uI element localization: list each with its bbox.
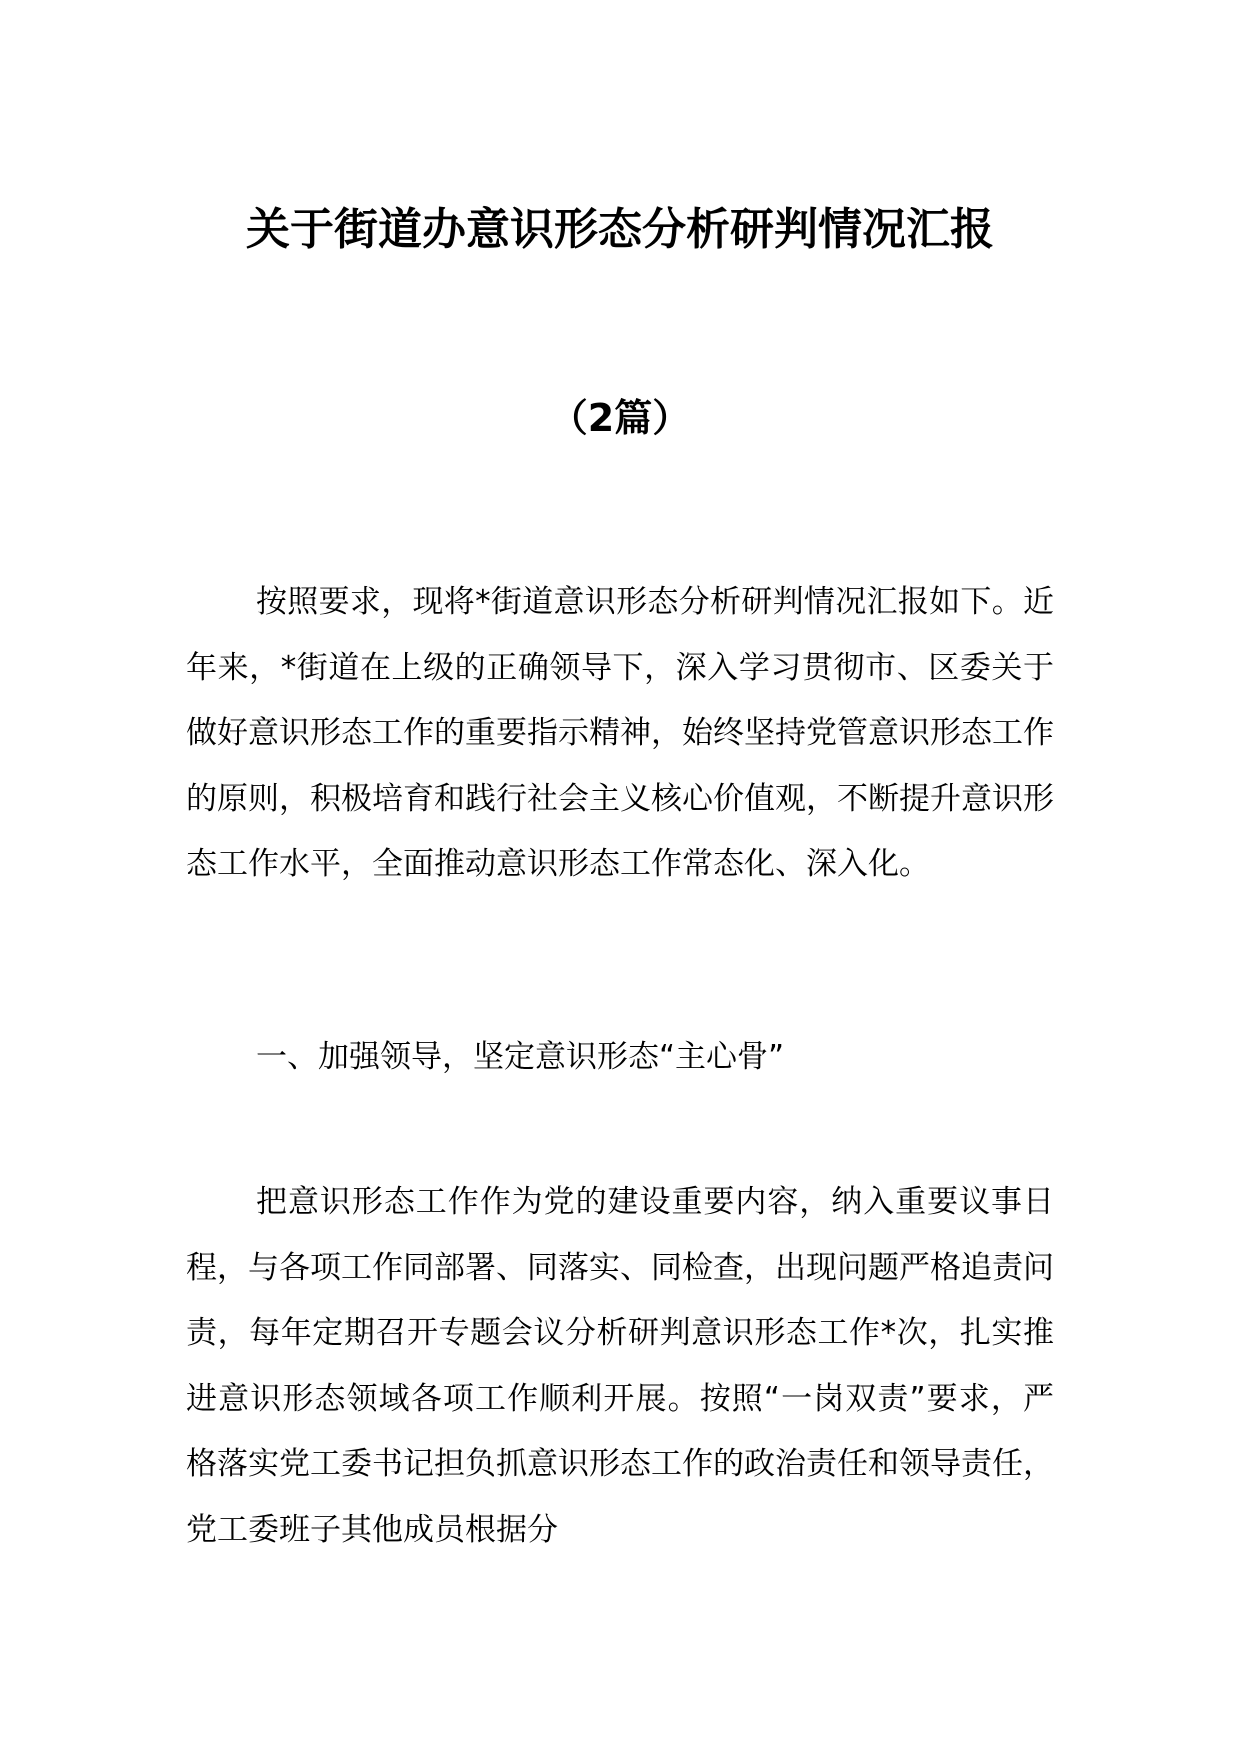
paragraph-section-1: 把意识形态工作作为党的建设重要内容，纳入重要议事日程，与各项工作同部署、同落实、同检查，出现问题严格追责问责，每年定期召开专题会议分析研判意识形态工作*次，扎实推进意识形态领域各项工作顺利开展。按照“一岗双责”要求，严格落实党工委书记担负抓意识形态工作的政治责任和领导责任，党工委班子其他成员根据分 xyxy=(186,1184,1054,1548)
section-heading-1: 一、加强领导，坚定意识形态“主心骨” xyxy=(256,1039,785,1075)
document-title: 关于街道办意识形态分析研判情况汇报 xyxy=(246,204,994,255)
document-subtitle: （2篇） xyxy=(549,396,691,440)
paragraph-intro: 按照要求，现将*街道意识形态分析研判情况汇报如下。近年来，*街道在上级的正确领导下，深入学习贯彻市、区委关于做好意识形态工作的重要指示精神，始终坚持党管意识形态工作的原则，积极培育和践行社会主义核心价值观，不断提升意识形态工作水平，全面推动意识形态工作常态化、深入化。 xyxy=(186,584,1054,882)
